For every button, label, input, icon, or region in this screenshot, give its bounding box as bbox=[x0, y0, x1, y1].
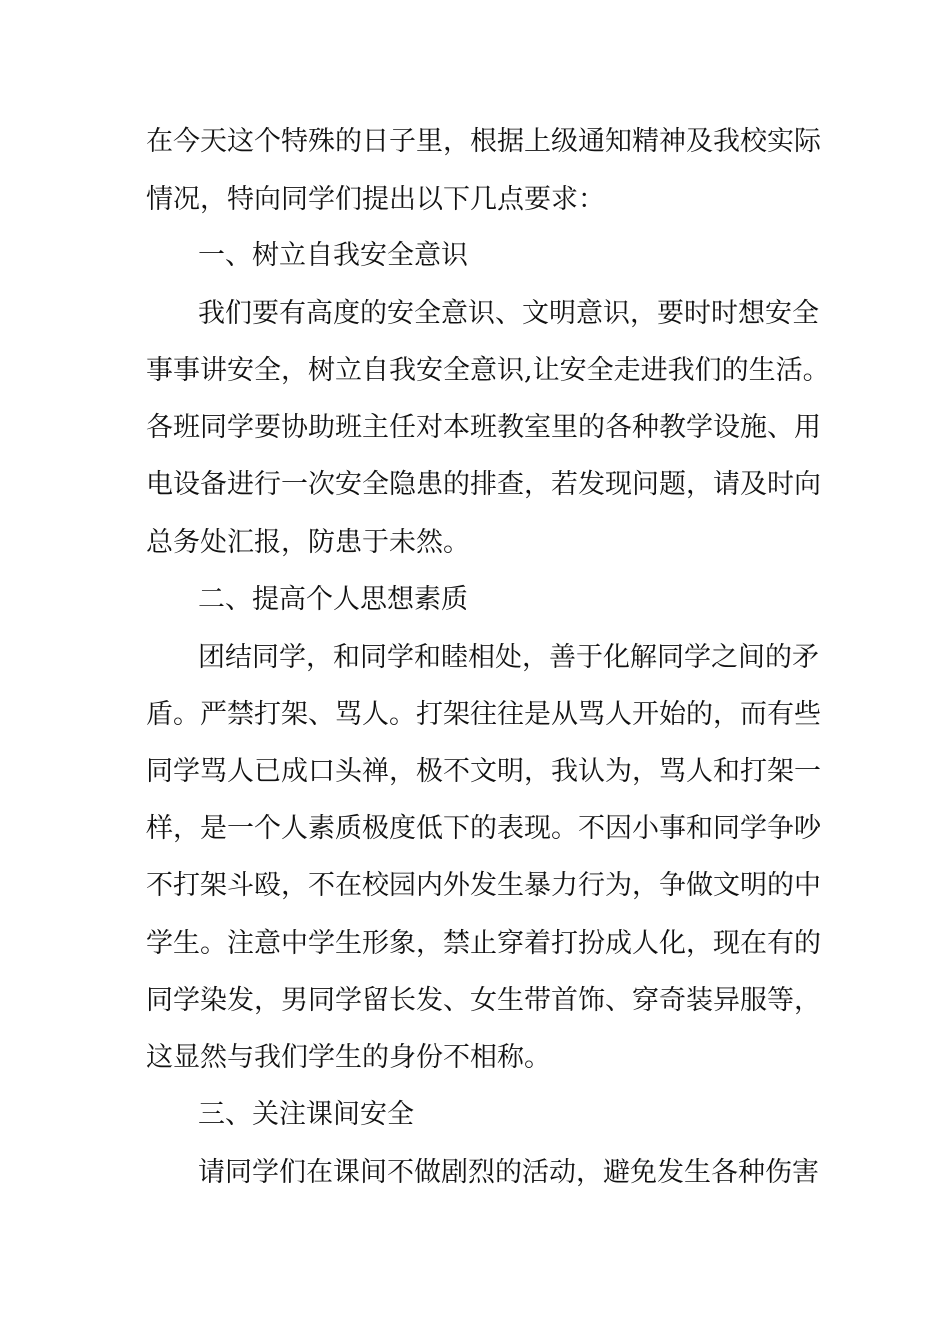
paragraph-line: 我们要有高度的安全意识、文明意识，要时时想安全 bbox=[198, 298, 819, 329]
paragraph-line: 各班同学要协助班主任对本班教室里的各种教学设施、用 bbox=[146, 412, 821, 443]
paragraph-line: 团结同学，和同学和睦相处，善于化解同学之间的矛 bbox=[198, 642, 819, 673]
paragraph-line: 这显然与我们学生的身份不相称。 bbox=[146, 1042, 551, 1073]
paragraph-line: 在今天这个特殊的日子里，根据上级通知精神及我校实际 bbox=[146, 126, 821, 157]
section-heading: 一、树立自我安全意识 bbox=[198, 240, 468, 271]
paragraph-line: 样，是一个人素质极度低下的表现。不因小事和同学争吵 bbox=[146, 813, 821, 844]
paragraph-line: 事事讲安全，树立自我安全意识,让安全走进我们的生活。 bbox=[146, 355, 830, 386]
paragraph-line: 总务处汇报，防患于未然。 bbox=[146, 527, 470, 558]
paragraph-line: 同学骂人已成口头禅，极不文明，我认为，骂人和打架一 bbox=[146, 756, 821, 787]
paragraph-line: 不打架斗殴，不在校园内外发生暴力行为，争做文明的中 bbox=[146, 870, 821, 901]
paragraph-line: 电设备进行一次安全隐患的排查，若发现问题，请及时向 bbox=[146, 469, 821, 500]
section-heading: 二、提高个人思想素质 bbox=[198, 584, 468, 615]
section-heading: 三、关注课间安全 bbox=[198, 1099, 414, 1130]
paragraph-line: 盾。严禁打架、骂人。打架往往是从骂人开始的，而有些 bbox=[146, 699, 821, 730]
paragraph-line: 同学染发，男同学留长发、女生带首饰、穿奇装异服等， bbox=[146, 985, 821, 1016]
paragraph-line: 学生。注意中学生形象，禁止穿着打扮成人化，现在有的 bbox=[146, 928, 821, 959]
paragraph-line: 请同学们在课间不做剧烈的活动，避免发生各种伤害 bbox=[198, 1157, 819, 1188]
paragraph-line: 情况，特向同学们提出以下几点要求： bbox=[146, 184, 605, 215]
